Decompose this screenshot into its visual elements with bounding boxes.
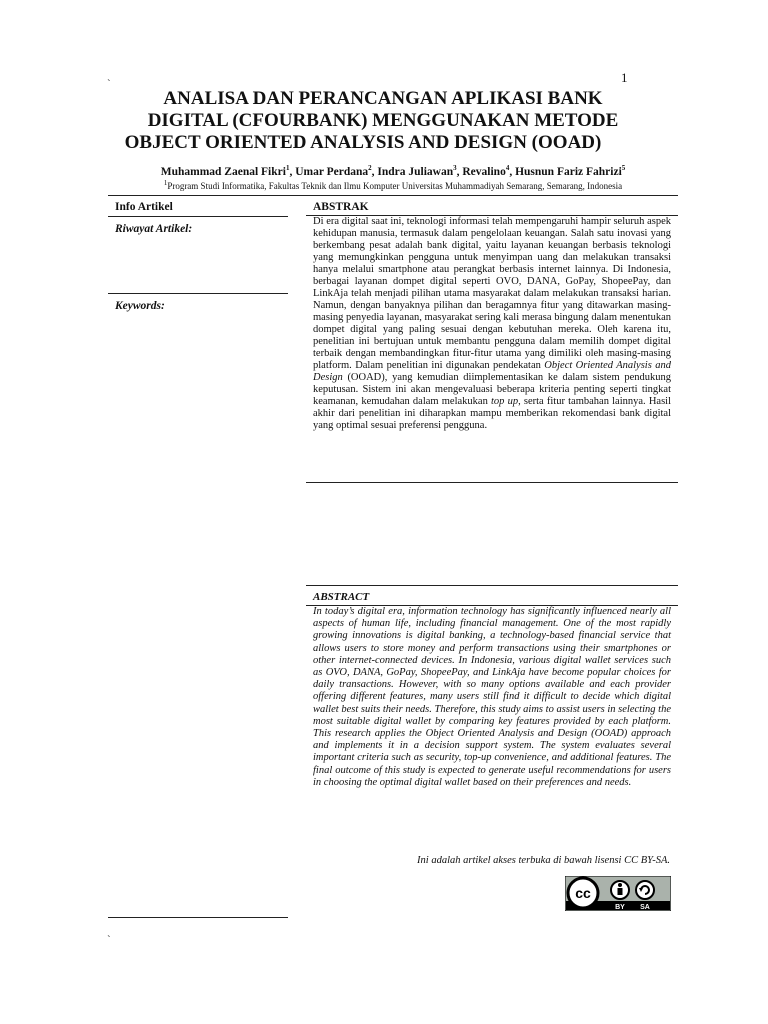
affiliation-sup: 1 [163,179,168,187]
info-artikel-heading: Info Artikel [115,201,173,213]
author-sup: 5 [621,164,626,173]
paper-title [100,88,666,154]
author-name: Umar Perdana [295,166,369,178]
keywords-label: Keywords: [115,300,165,312]
sa-badge-text: SA [640,904,650,911]
author-list: Muhammad Zaenal Fikri$^1$, Umar Perdana$^2$, Indra Juliawan$^3$, Revalino$^4$, Husnun Fariz Fahrizi$^5$ [160,164,626,178]
abstrak-emphasis-topup: top up [491,396,519,407]
abstrak-heading: ABSTRAK [313,201,369,213]
title-line-3: OBJECT ORIENTED ANALYSIS AND DESIGN (OOAD) [124,132,602,153]
author-sup: 3 [453,164,457,173]
top-rule [108,195,678,196]
stray-mark-top: ` [107,78,111,90]
footnote-rule [108,917,288,918]
stray-mark-bottom: ` [107,934,111,946]
abstrak-emphasis-ooad: Object Oriented Analysis and Design [313,360,671,383]
abstract-body: In today’s digital era, information technology has significantly influenced nearly all aspects of human life, including financial management. One of the most rapidly growing innovations is digital banking, a technology-based financial service that allows users to store money and perform transactions using their smartphones or other internet-connected devices. In Indonesia, various digital wallet services such as OVO, DANA, GoPay, ShopeePay, and LinkAja have become popular choices for daily transactions. However, with so many options available and each provider offering different features, many users still find it difficult to decide which digital wallet best suits their needs. Therefore, this study aims to assist users in selecting the most suitable digital wallet by comparing key features provided by each platform. This research applies the Object Oriented Analysis and Design (OOAD) approach and implements it in a decision support system. The system evaluates several important criteria such as security, top-up convenience, and additional features. The final outcome of this study is expected to generate useful recommendations for users in choosing the optimal digital wallet based on their preferences and needs. [313,606,671,788]
abstrak-text-3: , serta fitur tambahan lainnya. Hasil akhir dari penelitian ini diharapkan mampu memberikan rekomendasi bank digital yang optimal sesuai preferensi pengguna. [313,396,671,431]
abstrak-text-1: Di era digital saat ini, teknologi informasi telah mempengaruhi hampir seluruh aspek kehidupan manusia, termasuk dalam pengelolaan keuangan. Salah satu inovasi yang berkembang pesat adalah bank digital, yaitu layanan keuangan berbasis teknologi yang memungkinkan pengguna untuk menyimpan uang dan melakukan transaksi hanya melalui smartphone atau perangkat berbasis internet lainnya. Di Indonesia, berbagai layanan dompet digital seperti OVO, DANA, GoPay, ShopeePay, dan LinkAja telah menjadi pilihan utama masyarakat dalam melakukan transaksi harian. Namun, dengan banyaknya pilihan dan beragamnya fitur yang ditawarkan masing-masing penyedia layanan, masyarakat sering kali merasa bingung dalam menentukan dompet digital yang paling sesuai dengan kebutuhan mereka. Oleh karena itu, penelitian ini bertujuan untuk membantu pengguna dalam memilih dompet digital terbaik dengan membandingkan fitur-fitur utama yang dimiliki oleh masing-masing platform. Dalam penelitian ini digunakan pendekatan [313,216,671,371]
riwayat-artikel-label: Riwayat Artikel: [115,223,193,235]
license-note: Ini adalah artikel akses terbuka di bawah lisensi CC BY-SA. [417,855,670,866]
affiliation-text: Program Studi Informatika, Fakultas Teknik dan Ilmu Komputer Universitas Muhammadiyah Semarang, Semarang, Indonesia [167,181,623,191]
title-line-2: DIGITAL (CFOURBANK) MENGGUNAKAN METODE [147,110,619,131]
abstract-heading: ABSTRACT [313,591,370,603]
author-sup: 2 [368,164,372,173]
cc-badge-text: cc [575,885,591,901]
by-badge-text: BY [615,904,625,911]
author-sup: 1 [285,164,290,173]
abstrak-body [313,216,671,432]
title-line-1: ANALISA DAN PERANCANGAN APLIKASI BANK [163,88,603,109]
info-rule-2 [108,293,288,294]
cc-by-sa-badge [565,876,671,911]
author-name: Muhammad Zaenal Fikri [160,166,286,178]
affiliation [108,181,678,191]
author-name: Revalino [462,166,506,178]
cc-by-sa-icon [565,876,671,911]
info-rule [108,216,288,217]
abstrak-bottom-rule [306,482,678,483]
page-number: 1 [621,70,628,85]
author-sup: 4 [505,164,510,173]
author-name: Indra Juliawan [377,166,454,178]
author-name: Husnun Fariz Fahrizi [515,166,622,178]
abstract-top-rule [306,585,678,586]
abstrak-text-2: (OOAD), yang kemudian diimplementasikan ke dalam sistem pendukung keputusan. Sistem ini akan mengevaluasi beberapa kriteria penting seperti tingkat keamanan, kemudahan dalam melakukan [313,372,671,407]
